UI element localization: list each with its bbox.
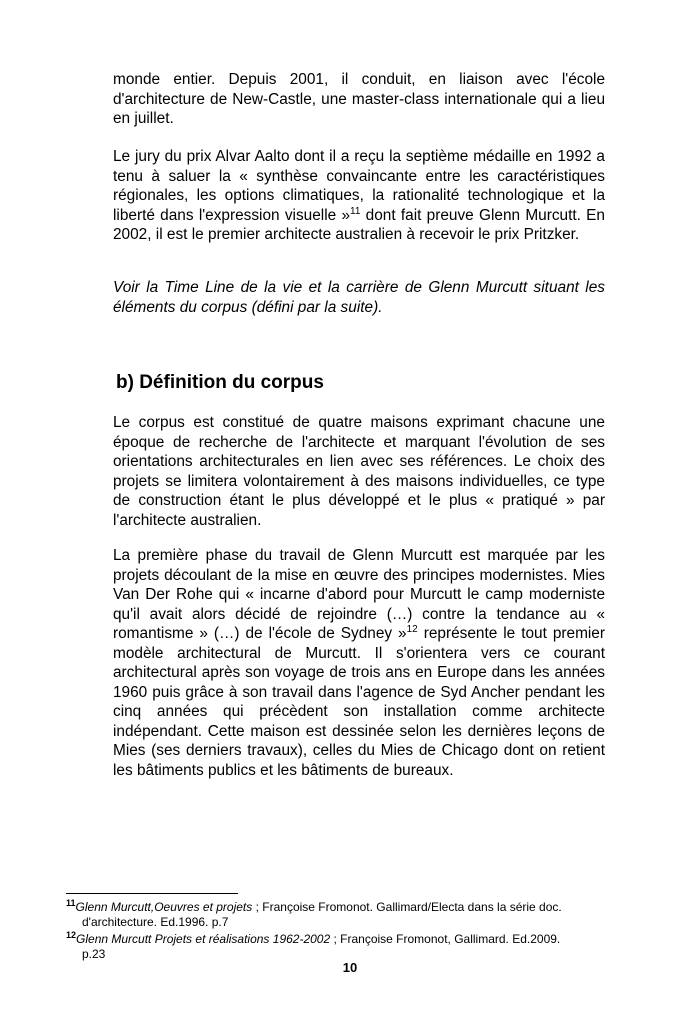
footnote-11: $^{11}$Glenn Murcutt,Oeuvres et projets ; Françoise Fromonot. Gallimard/Electa dans la série doc. d'architecture. Ed.1996. p.7 bbox=[66, 898, 562, 929]
paragraph-first-phase bbox=[113, 546, 605, 780]
page-number: 10 bbox=[342, 960, 358, 975]
paragraph-text: représente le tout premier modèle architectural de Murcutt. Il s'orientera vers ce courant architectural après son voyage de trois ans en Europe dans les années 1960 puis grâce à son travail dans l'agence de Syd Ancher pendant les cinq années qui précèdent son installation comme architecte indépendant. Cette maison est dessinée selon les dernières leçons de Mies (ses derniers travaux), celles du Mies de Chicago dont on retient les bâtiments publics et les bâtiments de bureaux. bbox=[113, 625, 605, 779]
footnote-ref-11[interactable]: 11 bbox=[350, 205, 361, 217]
paragraph-intro-continuation bbox=[113, 70, 605, 129]
paragraph-text: La première phase du travail de Glenn Murcutt est marquée par les projets découlant de la mise en œuvre des principes modernistes. Mies Van Der Rohe qui « incarne d'abord pour Murcutt le camp moderniste qu'il avait alors décidé de rejoindre (…) contre la tendance au « romantisme » (…) de l'école de Sydney » bbox=[113, 547, 605, 642]
paragraph-text: dont fait preuve Glenn Murcutt. En 2002, il est le premier architecte australien à recevoir le prix Pritzker. bbox=[113, 206, 605, 243]
section-heading: b) Définition du corpus bbox=[116, 372, 324, 393]
footnotes bbox=[66, 900, 606, 964]
paragraph-text: Voir la Time Line de la vie et la carrière de Glenn Murcutt situant les éléments du corpus (défini par la suite). bbox=[113, 279, 605, 316]
footnote-divider bbox=[66, 893, 238, 894]
paragraph-text: monde entier. Depuis 2001, il conduit, en liaison avec l'école d'architecture de New-Castle, une master-class internationale qui a lieu en juillet. bbox=[113, 71, 605, 127]
paragraph-corpus-definition bbox=[113, 413, 605, 530]
paragraph-text: Le jury du prix Alvar Aalto dont il a reçu la septième médaille en 1992 a tenu à saluer la « synthèse convaincante entre les caractéristiques régionales, les options climatiques, la rationalité technologique et la liberté dans l'expression visuelle » bbox=[113, 148, 605, 224]
paragraph-text: Le corpus est constitué de quatre maisons exprimant chacune une époque de recherche de l'architecte et marquant l'évolution de ses orientations architecturales en lien avec ses références. Le choix des projets se limitera volontairement à des maisons individuelles, ce type de construction étant le plus développé et le plus « pratiqué » par l'architecte australien. bbox=[113, 414, 605, 529]
paragraph-alvar-aalto bbox=[113, 147, 605, 245]
footnote-ref-12[interactable]: 12 bbox=[406, 623, 418, 635]
paragraph-timeline-note bbox=[113, 278, 605, 317]
footnote-12: $^{12}$Glenn Murcutt Projets et réalisations 1962-2002 ; Françoise Fromonot, Gallimard. Ed.2009. p.23 bbox=[66, 930, 561, 961]
